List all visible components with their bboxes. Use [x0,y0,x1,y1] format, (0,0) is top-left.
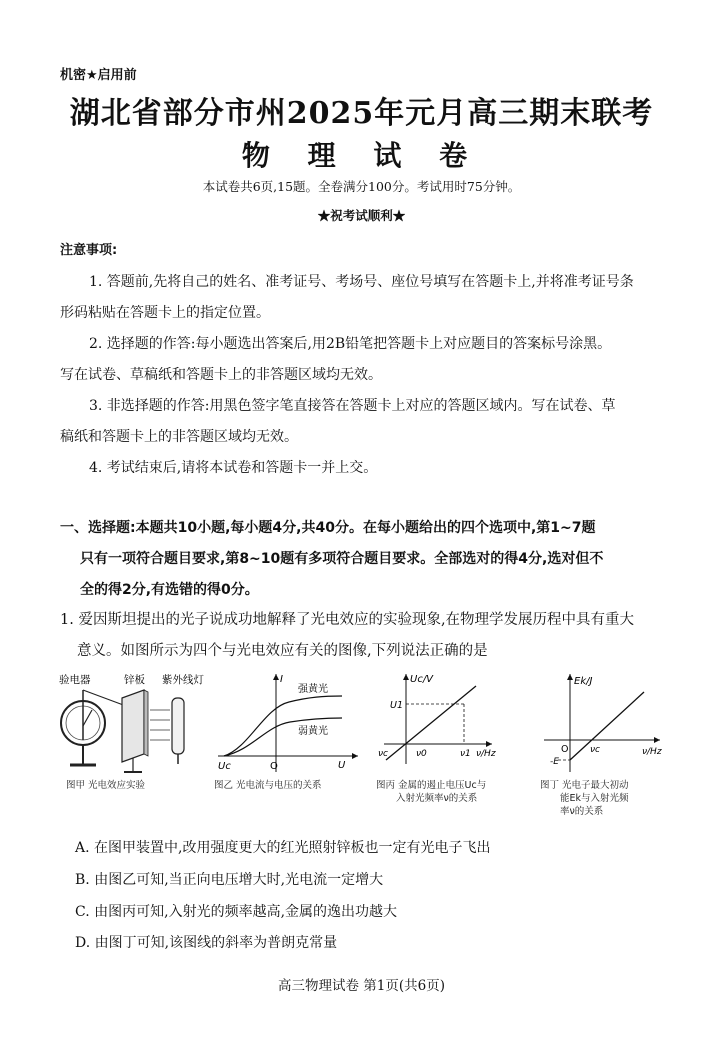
figure-yi-iv-curve [214,668,364,778]
label-electroscope: 验电器 [59,674,91,686]
q1-line-2: 意义。如图所示为四个与光电效应有关的图像,下列说法正确的是 [77,643,488,659]
curve-weak-yellow [224,718,342,756]
caption-ding-l3: 率ν的关系 [560,806,604,817]
bing-axis-y: Uc/V [410,674,434,685]
confidential-label: 机密★启用前 [60,68,137,83]
section-line-2: 只有一项符合题目要求,第8~10题有多项符合题目要求。全部选对的得4分,选对但不 [80,551,604,567]
note-3a: 3. 非选择题的作答:用黑色签字笔直接答在答题卡上对应的答题区域内。写在试卷、草 [89,398,616,414]
question-1-stem [60,605,666,667]
label-strong-yellow: 强黄光 [298,684,328,695]
option-c: C. 由图丙可知,入射光的频率越高,金属的逸出功越大 [75,904,398,920]
option-d: D. 由图丁可知,该图线的斜率为普朗克常量 [75,935,338,951]
label-zinc-plate: 锌板 [124,674,145,686]
section-line-1: 一、选择题:本题共10小题,每小题4分,共40分。在每小题给出的四个选项中,第1~7题 [60,520,596,536]
caption-ding-l2: 能Ek与入射光频 [560,793,629,804]
exam-info: 本试卷共6页,15题。全卷满分100分。考试用时75分钟。 [202,179,521,194]
bing-u1: U1 [390,700,403,711]
caption-ding [540,779,629,818]
ding-origin: O [561,744,569,755]
yi-axis-u: U [338,760,346,771]
ding-vc: νc [590,745,600,755]
ding-neg-e: -E [550,757,559,767]
yi-origin: O [270,761,278,772]
note-1b: 形码粘贴在答题卡上的指定位置。 [60,305,270,321]
uv-lamp-tube [172,698,184,754]
bing-v1: ν1 [460,749,471,759]
notes-body [60,267,666,484]
caption-bing [376,779,486,805]
figure-bing-uc-frequency [376,668,496,778]
note-3b: 稿纸和答题卡上的非答题区域均无效。 [60,429,298,445]
note-4: 4. 考试结束后,请将本试卷和答题卡一并上交。 [89,460,378,476]
yi-uc: Uc [218,761,231,772]
note-2a: 2. 选择题的作答:每小题选出答案后,用2B铅笔把答题卡上对应题目的答案标号涂黑。 [89,336,612,352]
figure-ding-ek-frequency [540,668,665,778]
ding-axis-y: Ek/J [574,676,593,687]
ding-axis-x: ν/Hz [642,747,662,757]
zinc-plate [122,690,144,762]
exam-title: 湖北省部分市州2025年元月高三期末联考 [69,96,654,131]
bing-axis-x: ν/Hz [476,749,496,759]
caption-jia: 图甲 光电效应实验 [66,780,146,791]
ding-line [570,692,644,760]
label-uv-lamp: 紫外线灯 [162,674,204,686]
bing-vc: νc [378,749,388,759]
bing-v0: ν0 [416,749,427,759]
section-instructions [60,513,670,606]
section-line-3: 全的得2分,有选错的得0分。 [80,582,259,598]
good-luck-line: ★祝考试顺利★ [317,208,406,223]
notes-heading: 注意事项: [60,243,118,258]
page-footer: 高三物理试卷 第1页(共6页) [277,978,445,994]
q1-line-1: 1. 爱因斯坦提出的光子说成功地解释了光电效应的实验现象,在物理学发展历程中具有重大 [60,612,635,628]
note-2b: 写在试卷、草稿纸和答题卡上的非答题区域均无效。 [60,367,382,383]
caption-bing-l1: 图丙 金属的遏止电压Uc与 [376,780,487,791]
option-a: A. 在图甲装置中,改用强度更大的红光照射锌板也一定有光电子飞出 [75,840,491,856]
yi-axis-i: I [280,674,283,685]
caption-yi: 图乙 光电流与电压的关系 [214,780,322,791]
label-weak-yellow: 弱黄光 [298,726,328,737]
figure-jia-apparatus [58,668,218,786]
caption-ding-l1: 图丁 光电子最大初动 [540,780,629,791]
note-1a: 1. 答题前,先将自己的姓名、准考证号、考场号、座位号填写在答题卡上,并将准考证号条 [89,274,634,290]
caption-bing-l2: 入射光频率ν的关系 [396,793,478,804]
option-b: B. 由图乙可知,当正向电压增大时,光电流一定增大 [75,872,384,888]
exam-subject: 物 理 试 卷 [241,139,482,172]
